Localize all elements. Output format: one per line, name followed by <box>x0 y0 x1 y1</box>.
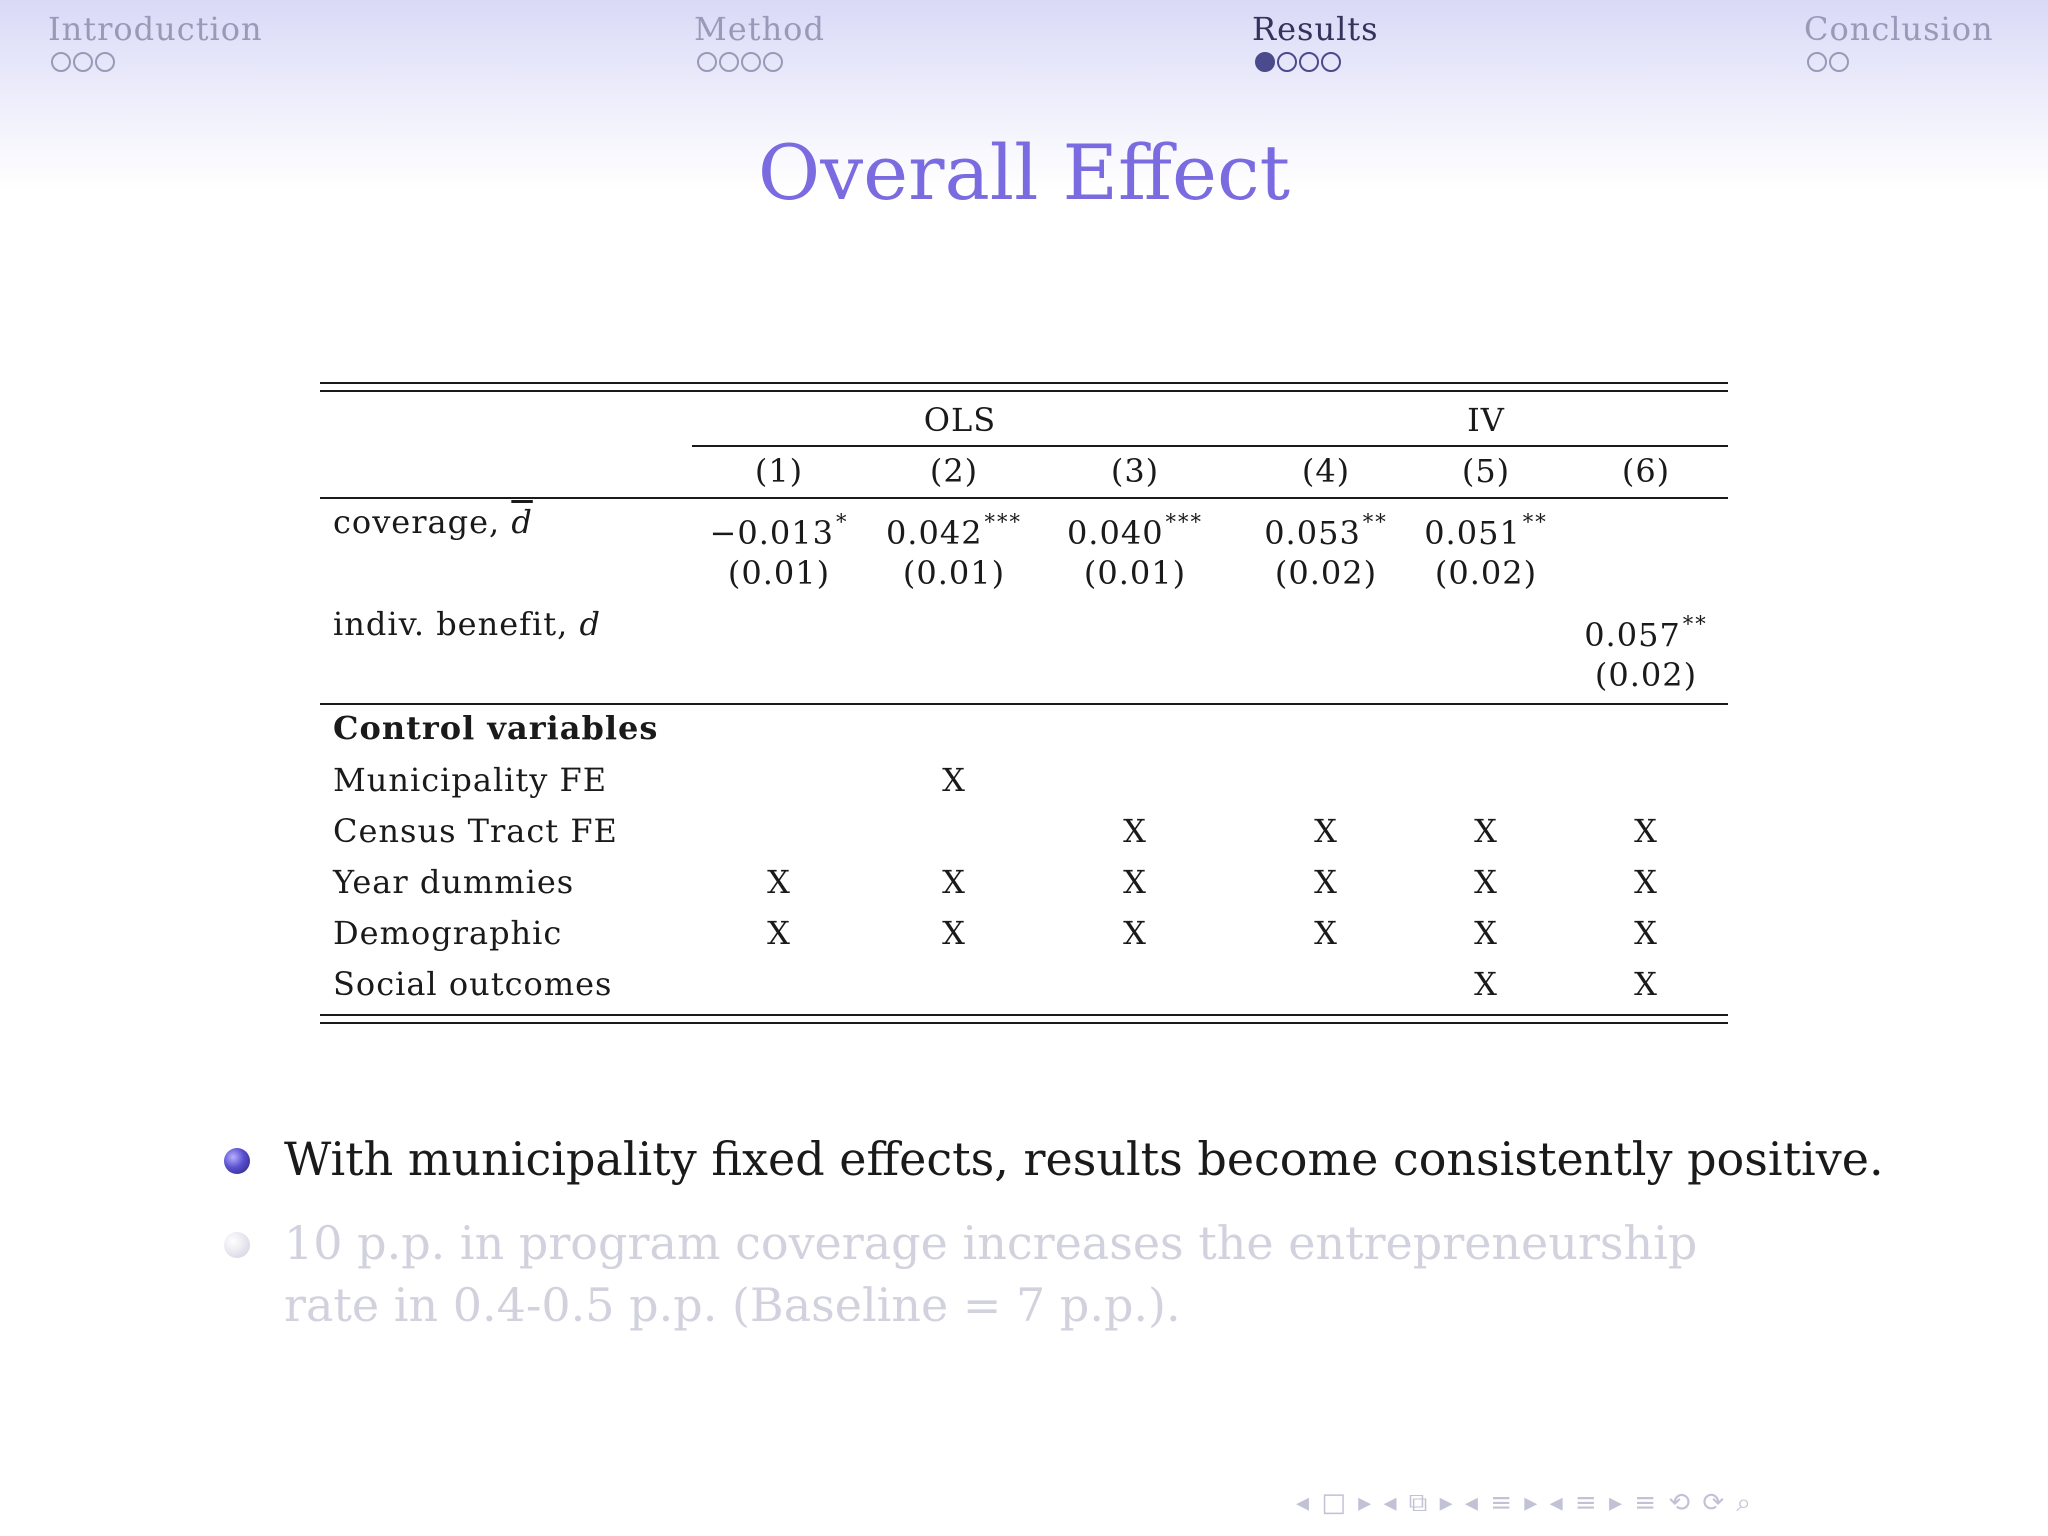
nav-dot[interactable] <box>763 52 783 72</box>
header-rule <box>320 497 1728 499</box>
bullet-text: With municipality fixed effects, results become consistently positive. <box>284 1132 1884 1186</box>
nav-dot[interactable] <box>1321 52 1341 72</box>
standard-error: (0.02) <box>1274 554 1378 592</box>
table-top-rule <box>320 382 1728 384</box>
control-mark: X <box>1314 914 1338 952</box>
control-mark: X <box>942 914 966 952</box>
control-mark: X <box>1474 965 1498 1003</box>
nav-dot[interactable] <box>1277 52 1297 72</box>
control-mark: X <box>1634 812 1658 850</box>
control-label: Year dummies <box>333 863 575 901</box>
control-mark: X <box>767 863 791 901</box>
row-label-coverage <box>333 502 533 542</box>
nav-dot-current[interactable] <box>1255 52 1275 72</box>
group-header-ols: OLS <box>923 401 997 439</box>
significance-stars: ** <box>1682 612 1708 636</box>
significance-stars: *** <box>984 510 1023 534</box>
nav-section-conclusion[interactable] <box>1804 10 1994 72</box>
control-mark: X <box>1123 914 1147 952</box>
nav-dot[interactable] <box>1807 52 1827 72</box>
group-rule-iv <box>1248 445 1728 447</box>
nav-dots <box>1807 52 1994 72</box>
standard-error: (0.01) <box>727 554 831 592</box>
coef-value: 0.040 <box>1066 514 1164 552</box>
coef-value: 0.042 <box>885 514 983 552</box>
control-mark: X <box>1314 863 1338 901</box>
control-mark: X <box>1634 914 1658 952</box>
nav-dots <box>1255 52 1379 72</box>
control-mark: X <box>1634 965 1658 1003</box>
nav-dot[interactable] <box>697 52 717 72</box>
control-mark: X <box>767 914 791 952</box>
standard-error: (0.02) <box>1594 656 1698 694</box>
standard-error: (0.01) <box>1083 554 1187 592</box>
bullet-text: 10 p.p. in program coverage increases the entrepreneurship rate in 0.4-0.5 p.p. (Baseline = 7 p.p.). <box>284 1216 1698 1332</box>
coef-value: 0.053 <box>1264 514 1361 552</box>
group-header-iv: IV <box>1467 401 1505 439</box>
control-mark: X <box>1634 863 1658 901</box>
standard-error: (0.01) <box>902 554 1006 592</box>
nav-dot[interactable] <box>741 52 761 72</box>
row-label-text: indiv. benefit, <box>333 605 580 643</box>
slide-title: Overall Effect <box>757 128 1291 217</box>
nav-section-method[interactable] <box>694 10 825 72</box>
standard-error: (0.02) <box>1434 554 1538 592</box>
row-label-indiv-benefit <box>333 604 601 644</box>
control-mark: X <box>1474 812 1498 850</box>
significance-stars: *** <box>1165 510 1204 534</box>
controls-heading: Control variables <box>333 709 659 747</box>
nav-dot[interactable] <box>719 52 739 72</box>
coef-value: −0.013 <box>709 514 834 552</box>
nav-section-label[interactable]: Results <box>1252 10 1379 48</box>
regression-table <box>320 380 1728 1030</box>
table-top-rule <box>320 390 1728 392</box>
coefficient <box>1584 604 1708 655</box>
bullet-item-dimmed <box>222 1212 1804 1336</box>
coefficient <box>886 502 1022 553</box>
mid-rule <box>320 703 1728 705</box>
bullet-ball-icon <box>224 1232 250 1258</box>
control-label: Census Tract FE <box>333 812 618 850</box>
beamer-navigation-symbols[interactable]: ◂ □ ▸ ◂ ⧉ ▸ ◂ ≡ ▸ ◂ ≡ ▸ ≡ ⟲ ⟳ ⌕ <box>1296 1488 1753 1518</box>
nav-dot[interactable] <box>1829 52 1849 72</box>
control-mark: X <box>942 761 966 799</box>
coefficient <box>1264 502 1388 553</box>
significance-stars: * <box>835 510 849 534</box>
nav-section-label[interactable]: Method <box>694 10 825 48</box>
column-header: (1) <box>754 452 804 490</box>
column-header: (2) <box>929 452 979 490</box>
nav-dot[interactable] <box>1299 52 1319 72</box>
bullet-list <box>222 1128 1942 1336</box>
row-label-variable: $\overline{d}$ <box>511 503 533 541</box>
coefficient <box>1067 502 1203 553</box>
bullet-ball-icon <box>224 1148 250 1174</box>
significance-stars: ** <box>1362 510 1388 534</box>
coef-value: 0.051 <box>1424 514 1521 552</box>
significance-stars: ** <box>1522 510 1548 534</box>
coef-value: 0.057 <box>1584 616 1681 654</box>
bullet-item <box>222 1128 1942 1190</box>
nav-section-label[interactable]: Introduction <box>48 10 263 48</box>
control-label: Municipality FE <box>333 761 608 799</box>
table-bottom-rule <box>320 1022 1728 1024</box>
nav-dots <box>697 52 825 72</box>
column-header: (6) <box>1621 452 1671 490</box>
row-label-text: coverage, <box>333 503 512 541</box>
table-bottom-rule <box>320 1014 1728 1016</box>
control-mark: X <box>1474 863 1498 901</box>
control-label: Demographic <box>333 914 563 952</box>
row-label-variable: d <box>579 605 601 643</box>
control-mark: X <box>1314 812 1338 850</box>
nav-dot[interactable] <box>73 52 93 72</box>
control-mark: X <box>1474 914 1498 952</box>
column-header: (3) <box>1110 452 1160 490</box>
control-mark: X <box>942 863 966 901</box>
nav-section-label[interactable]: Conclusion <box>1804 10 1994 48</box>
nav-dot[interactable] <box>95 52 115 72</box>
coefficient <box>710 502 849 553</box>
nav-dots <box>51 52 263 72</box>
column-header: (4) <box>1301 452 1351 490</box>
coefficient <box>1424 502 1548 553</box>
control-mark: X <box>1123 863 1147 901</box>
nav-section-introduction[interactable] <box>48 10 263 72</box>
nav-section-results[interactable] <box>1252 10 1379 72</box>
control-label: Social outcomes <box>333 965 613 1003</box>
control-mark: X <box>1123 812 1147 850</box>
nav-dot[interactable] <box>51 52 71 72</box>
column-header: (5) <box>1461 452 1511 490</box>
